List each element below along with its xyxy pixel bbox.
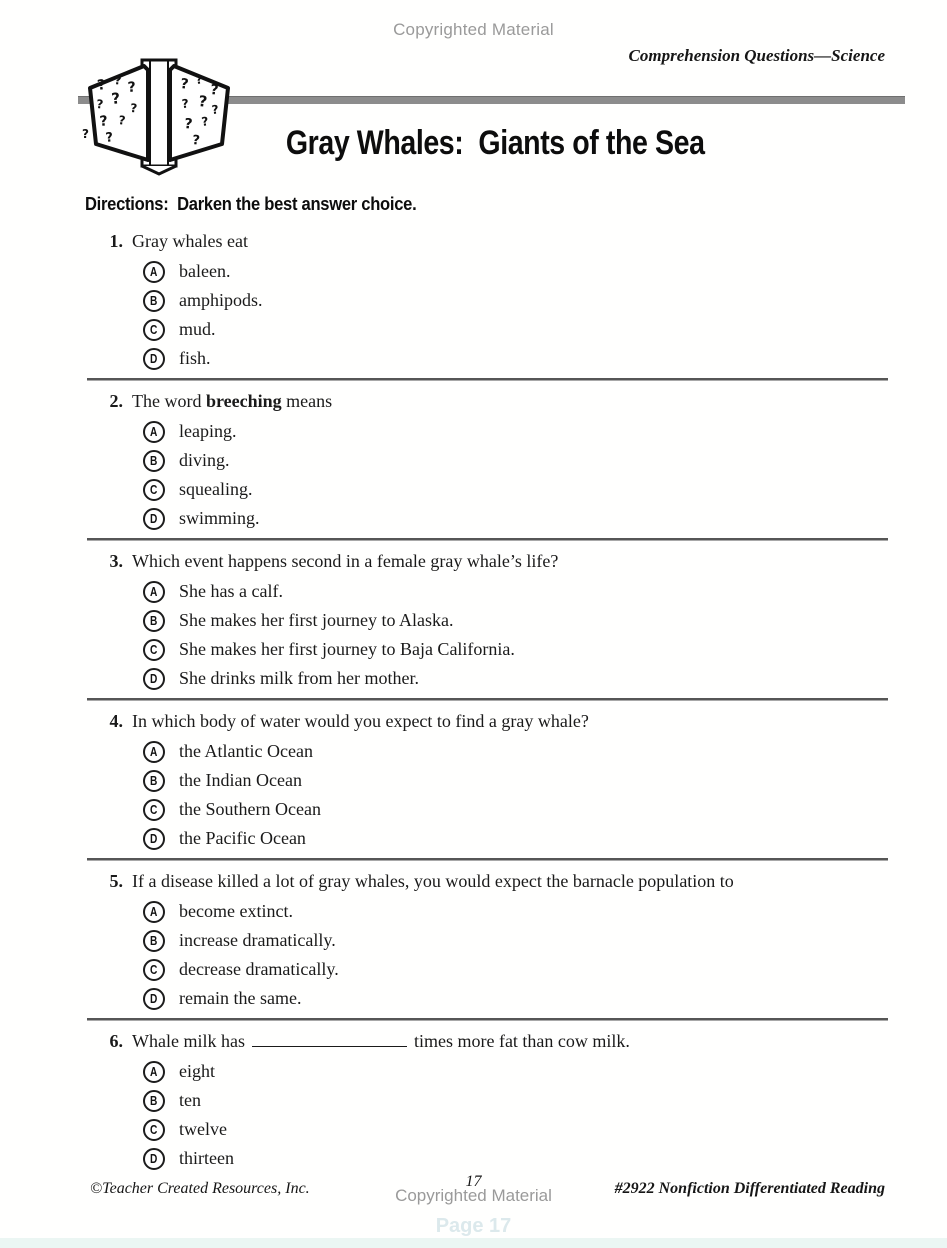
choice-row [143,286,897,315]
answer-bubble-c [143,639,165,661]
answer-bubble-d [143,348,165,370]
vocab-word: breeching [205,391,282,411]
question-separator [87,1018,888,1021]
choice-row [143,1057,897,1086]
choice-text: baleen. [179,261,231,281]
choice-letter: D [150,671,158,686]
question-block-4 [85,711,897,853]
question-number: 6. [109,1031,123,1051]
svg-text:?: ? [82,127,89,141]
choice-text: decrease dramatically. [179,959,339,979]
question-text: If a disease killed a lot of gray whales, you would expect the barnacle population to [132,871,734,891]
copyright-watermark-top: Copyrighted Material [393,20,554,39]
choice-letter: A [150,424,158,439]
choice-row [143,344,897,373]
answer-bubble-b [143,770,165,792]
answer-bubble-a [143,261,165,283]
choice-letter: A [150,264,158,279]
svg-text:?: ? [98,113,109,130]
answer-bubble-c [143,1119,165,1141]
question-block-6 [85,1031,897,1173]
question-separator [87,538,888,541]
svg-text:?: ? [95,97,104,112]
choice-text: twelve [179,1119,227,1139]
answer-bubble-d [143,988,165,1010]
question-number: 1. [109,231,123,251]
choice-letter: D [150,831,158,846]
choice-letter: C [150,482,158,497]
svg-text:?: ? [191,133,201,149]
answer-bubble-c [143,479,165,501]
choice-text: eight [179,1061,215,1081]
choice-row [143,1144,897,1173]
choice-text: ten [179,1090,201,1110]
fill-in-blank [252,1032,407,1047]
choice-letter: B [150,933,158,948]
choice-text: She has a calf. [179,581,283,601]
answer-bubble-a [143,741,165,763]
choice-row [143,475,897,504]
question-separator [87,858,888,861]
answer-bubble-a [143,901,165,923]
answer-bubble-a [143,581,165,603]
choice-row [143,824,897,853]
open-book-question-marks-icon [82,54,236,178]
answer-bubble-b [143,610,165,632]
svg-text:?: ? [200,114,210,129]
choice-row [143,446,897,475]
question-text: The word breeching means [132,391,333,411]
copyright-watermark-bottom: Copyrighted Material [395,1186,552,1205]
choice-letter: C [150,962,158,977]
choice-row [143,504,897,533]
choice-letter: A [150,584,158,599]
answer-bubble-b [143,930,165,952]
choice-row [143,417,897,446]
answer-bubble-b [143,290,165,312]
choice-row [143,635,897,664]
svg-text:?: ? [211,102,220,117]
question-block-3 [85,551,897,693]
choice-row [143,795,897,824]
choice-text: thirteen [179,1148,234,1168]
question-text: In which body of water would you expect to find a gray whale? [132,711,589,731]
question-block-1 [85,231,897,373]
choice-row [143,897,897,926]
question-separator [87,378,888,381]
choice-row [143,257,897,286]
choice-letter: C [150,642,158,657]
page-number: 17 [465,1173,482,1190]
publisher-credit: ©Teacher Created Resources, Inc. [90,1180,310,1197]
question-number: 3. [109,551,123,571]
question-text: Whale milk has times more fat than cow milk. [132,1031,630,1051]
question-block-5 [85,871,897,1013]
page-title: Gray Whales: Giants of the Sea [285,124,705,162]
answer-bubble-d [143,828,165,850]
svg-text:?: ? [194,72,204,87]
question-number: 2. [109,391,123,411]
choice-text: the Atlantic Ocean [179,741,313,761]
question-text: Gray whales eat [132,231,248,251]
svg-text:?: ? [104,130,114,146]
svg-text:?: ? [209,82,220,99]
svg-text:?: ? [179,76,190,93]
choice-row [143,315,897,344]
bottom-strip [0,1238,947,1248]
answer-bubble-d [143,668,165,690]
choice-text: mud. [179,319,216,339]
answer-bubble-c [143,799,165,821]
choice-text: the Pacific Ocean [179,828,306,848]
question-number: 4. [109,711,123,731]
question-block-2 [85,391,897,533]
choice-row [143,926,897,955]
svg-text:?: ? [117,113,127,128]
svg-text:?: ? [113,73,123,88]
answer-bubble-a [143,1061,165,1083]
choice-text: fish. [179,348,211,368]
choice-letter: A [150,1064,158,1079]
choice-text: remain the same. [179,988,302,1008]
choice-row [143,1115,897,1144]
choice-row [143,577,897,606]
answer-bubble-d [143,1148,165,1170]
choice-letter: D [150,351,158,366]
page-ghost-label: Page 17 [435,1215,512,1237]
choice-letter: B [150,453,158,468]
svg-text:?: ? [183,116,194,133]
answer-bubble-a [143,421,165,443]
choice-text: She makes her first journey to Alaska. [179,610,454,630]
svg-text:?: ? [110,89,122,108]
choice-row [143,737,897,766]
choice-text: the Indian Ocean [179,770,302,790]
choice-text: swimming. [179,508,260,528]
choice-text: become extinct. [179,901,293,921]
choice-row [143,606,897,635]
answer-bubble-c [143,319,165,341]
answer-bubble-b [143,1090,165,1112]
choice-letter: B [150,613,158,628]
book-series-credit: #2922 Nonfiction Differentiated Reading [614,1180,885,1197]
choice-letter: D [150,991,158,1006]
choice-letter: D [150,511,158,526]
choice-text: amphipods. [179,290,263,310]
answer-bubble-d [143,508,165,530]
question-separator [87,698,888,701]
choice-text: increase dramatically. [179,930,336,950]
choice-text: diving. [179,450,230,470]
question-text: Which event happens second in a female gray whale’s life? [132,551,559,571]
subject-header: Comprehension Questions—Science [628,46,885,65]
choice-letter: B [150,293,158,308]
svg-text:?: ? [96,76,107,94]
svg-text:?: ? [129,101,138,116]
choice-row [143,664,897,693]
choice-letter: D [150,1151,158,1166]
choice-letter: C [150,322,158,337]
choice-row [143,766,897,795]
choice-row [143,984,897,1013]
choice-letter: B [150,1093,158,1108]
choice-letter: A [150,904,158,919]
svg-text:?: ? [127,79,137,96]
choice-letter: B [150,773,158,788]
directions-line: Directions: Darken the best answer choice. [85,194,417,214]
choice-letter: C [150,1122,158,1137]
answer-bubble-b [143,450,165,472]
choice-text: She makes her first journey to Baja California. [179,639,515,659]
choice-row [143,1086,897,1115]
choice-row [143,955,897,984]
choice-letter: C [150,802,158,817]
svg-text:?: ? [197,92,209,111]
answer-bubble-c [143,959,165,981]
choice-text: She drinks milk from her mother. [179,668,419,688]
choice-text: leaping. [179,421,237,441]
choice-text: the Southern Ocean [179,799,321,819]
question-number: 5. [109,871,123,891]
worksheet-body [85,194,897,1173]
choice-letter: A [150,744,158,759]
svg-text:?: ? [181,96,190,111]
choice-text: squealing. [179,479,253,499]
